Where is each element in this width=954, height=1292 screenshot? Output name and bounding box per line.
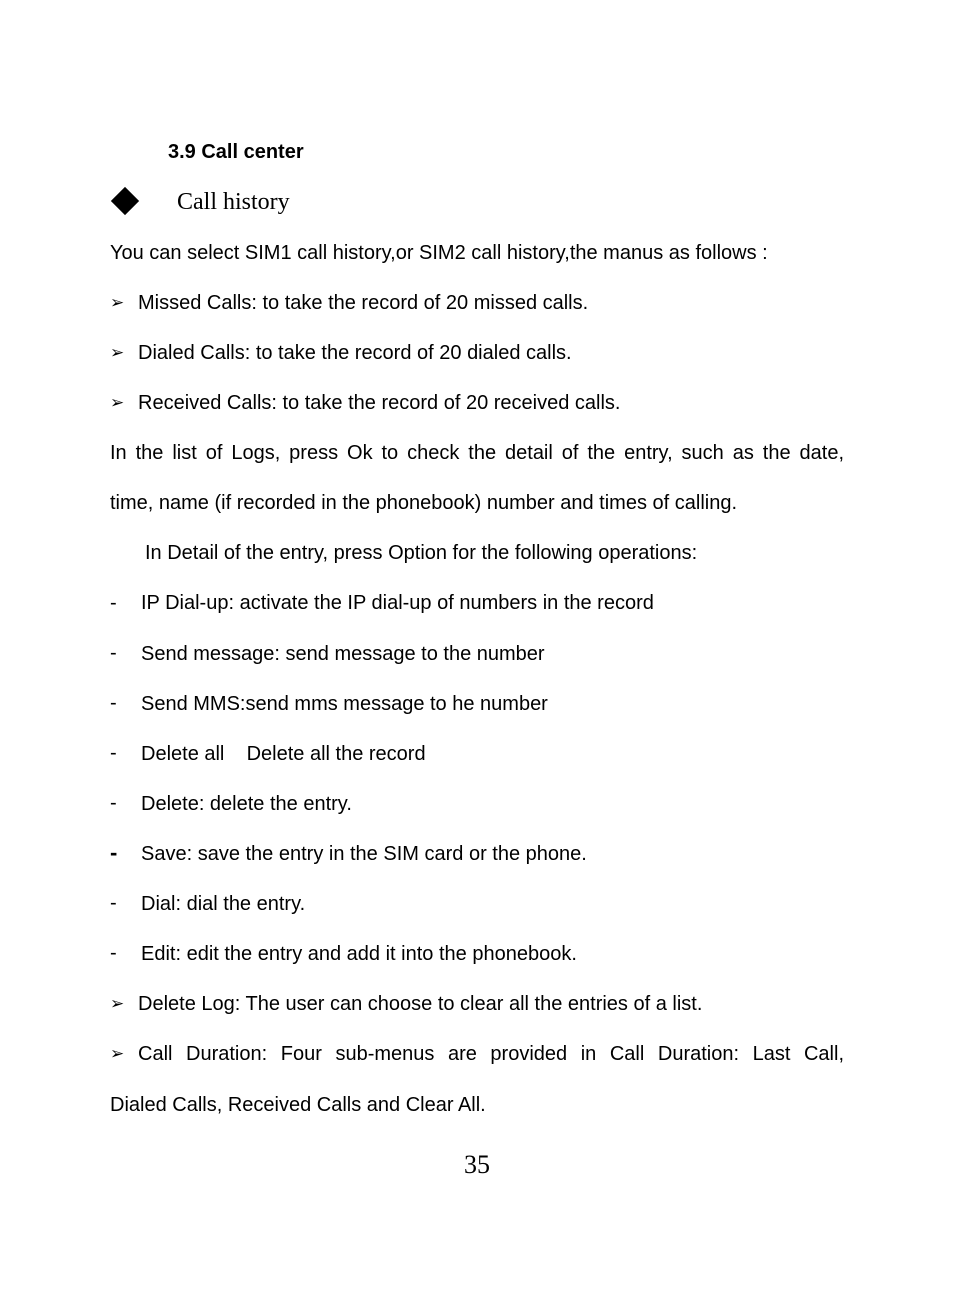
arrow-bullet-icon: ➢ [110, 994, 125, 1013]
arrow-bullet-icon: ➢ [110, 343, 125, 362]
subheading-call-history: Call history [177, 189, 290, 215]
intro-paragraph: You can select SIM1 call history,or SIM2 call history,the manus as follows : [110, 242, 768, 264]
dash-bullet-icon: - [110, 742, 117, 764]
section-heading: 3.9 Call center [168, 141, 304, 163]
diamond-bullet-icon [111, 187, 139, 215]
menu-item-call-duration-line-1: Call Duration: Four sub-menus are provided in Call Duration: Last Call, [138, 1043, 844, 1065]
dash-bullet-icon: - [110, 692, 117, 714]
menu-item-dialed-calls: Dialed Calls: to take the record of 20 dialed calls. [138, 342, 572, 364]
menu-item-missed-calls: Missed Calls: to take the record of 20 missed calls. [138, 292, 589, 314]
arrow-bullet-icon: ➢ [110, 293, 125, 312]
operation-dial: Dial: dial the entry. [141, 893, 306, 915]
logs-paragraph-line-1: In the list of Logs, press Ok to check the detail of the entry, such as the date, [110, 442, 844, 464]
dash-bullet-icon: - [110, 592, 117, 614]
page-number: 35 [464, 1150, 490, 1179]
dash-bullet-icon: - [110, 892, 117, 914]
operation-edit: Edit: edit the entry and add it into the phonebook. [141, 943, 577, 965]
dash-bullet-icon: - [110, 942, 117, 964]
logs-paragraph-line-2: time, name (if recorded in the phonebook) number and times of calling. [110, 492, 738, 514]
menu-item-delete-log: Delete Log: The user can choose to clear all the entries of a list. [138, 993, 703, 1015]
operation-send-message: Send message: send message to the number [141, 643, 545, 665]
arrow-bullet-icon: ➢ [110, 393, 125, 412]
dash-bullet-icon: - [110, 792, 117, 814]
operation-delete: Delete: delete the entry. [141, 793, 352, 815]
operation-delete-all: Delete all Delete all the record [141, 743, 426, 765]
operation-ip-dial-up: IP Dial-up: activate the IP dial-up of numbers in the record [141, 592, 654, 614]
menu-item-received-calls: Received Calls: to take the record of 20 received calls. [138, 392, 621, 414]
dash-bullet-icon: - [110, 840, 118, 865]
dash-bullet-icon: - [110, 642, 117, 664]
detail-intro: In Detail of the entry, press Option for the following operations: [145, 542, 698, 564]
operation-send-mms: Send MMS:send mms message to he number [141, 693, 548, 715]
menu-item-call-duration-line-2: Dialed Calls, Received Calls and Clear All. [110, 1094, 486, 1116]
operation-save: Save: save the entry in the SIM card or the phone. [141, 843, 587, 865]
arrow-bullet-icon: ➢ [110, 1044, 125, 1063]
